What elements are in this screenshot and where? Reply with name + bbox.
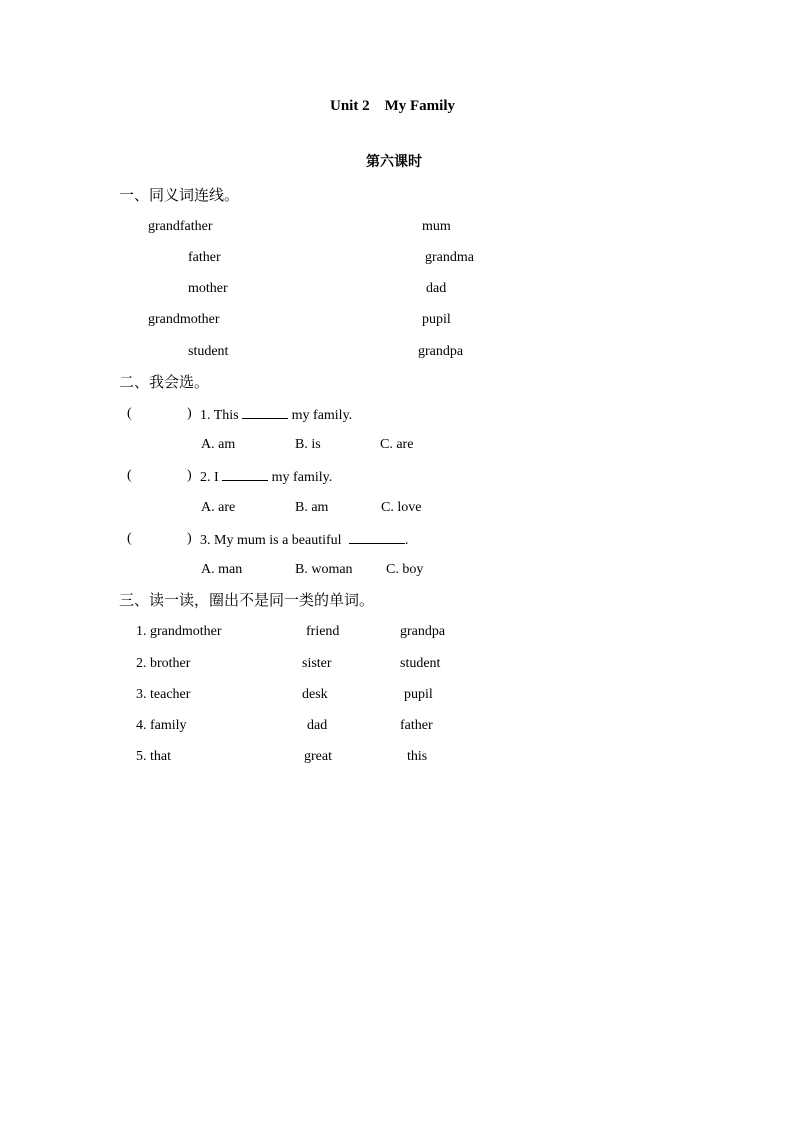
question-text-before: My mum is a beautiful bbox=[214, 533, 342, 548]
answer-paren-open: ( bbox=[127, 468, 132, 483]
word-row-item[interactable]: 1. grandmother bbox=[136, 624, 222, 639]
word-row-item[interactable]: grandpa bbox=[400, 624, 446, 639]
synonym-left-word: father bbox=[188, 250, 221, 265]
option-a[interactable]: A. man bbox=[201, 562, 243, 577]
question-text-after: my family. bbox=[291, 408, 353, 423]
question-text-before: I bbox=[214, 470, 219, 485]
synonym-left-word: grandmother bbox=[148, 312, 220, 327]
option-c[interactable]: C. love bbox=[381, 500, 422, 515]
section3-heading: 三、读一读，圈出不是同一类的单词。 bbox=[119, 591, 375, 609]
answer-paren-close: ) bbox=[187, 531, 192, 546]
option-b[interactable]: B. is bbox=[295, 437, 321, 452]
question-1 bbox=[200, 406, 352, 424]
option-b[interactable]: B. am bbox=[295, 500, 329, 515]
synonym-right-word: mum bbox=[422, 219, 451, 234]
word-row-item[interactable]: sister bbox=[302, 656, 332, 671]
answer-paren-open: ( bbox=[127, 531, 132, 546]
synonym-right-word: grandpa bbox=[418, 344, 464, 359]
word-row-item[interactable]: desk bbox=[302, 687, 328, 702]
question-number: 2. bbox=[200, 470, 211, 485]
question-2 bbox=[200, 468, 332, 486]
word-row-item[interactable]: 2. brother bbox=[136, 656, 191, 671]
option-a[interactable]: A. are bbox=[201, 500, 236, 515]
answer-paren-close: ) bbox=[187, 468, 192, 483]
word-row-item[interactable]: 3. teacher bbox=[136, 687, 191, 702]
word-row-item[interactable]: great bbox=[304, 749, 332, 764]
synonym-right-word: dad bbox=[426, 281, 447, 296]
question-text-after: . bbox=[405, 533, 409, 548]
option-b[interactable]: B. woman bbox=[295, 562, 353, 577]
lesson-subtitle: 第六课时 bbox=[366, 154, 422, 170]
question-text-after: my family. bbox=[271, 470, 333, 485]
answer-paren-close: ) bbox=[187, 406, 192, 421]
synonym-left-word: mother bbox=[188, 281, 228, 296]
page-title: Unit 2 My Family bbox=[330, 98, 455, 114]
option-a[interactable]: A. am bbox=[201, 437, 236, 452]
section2-heading: 二、我会选。 bbox=[119, 373, 210, 391]
answer-blank[interactable] bbox=[349, 531, 405, 544]
question-number: 3. bbox=[200, 533, 211, 548]
question-number: 1. bbox=[200, 408, 211, 423]
section1-heading: 一、同义词连线。 bbox=[119, 186, 240, 204]
answer-blank[interactable] bbox=[222, 468, 268, 481]
question-3 bbox=[200, 531, 409, 549]
answer-blank[interactable] bbox=[242, 406, 288, 419]
word-row-item[interactable]: pupil bbox=[404, 687, 433, 702]
answer-paren-open: ( bbox=[127, 406, 132, 421]
word-row-item[interactable]: this bbox=[407, 749, 428, 764]
word-row-item[interactable]: 4. family bbox=[136, 718, 187, 733]
synonym-left-word: student bbox=[188, 344, 229, 359]
word-row-item[interactable]: 5. that bbox=[136, 749, 171, 764]
synonym-left-word: grandfather bbox=[148, 219, 213, 234]
option-c[interactable]: C. boy bbox=[386, 562, 424, 577]
word-row-item[interactable]: student bbox=[400, 656, 441, 671]
word-row-item[interactable]: father bbox=[400, 718, 433, 733]
word-row-item[interactable]: dad bbox=[307, 718, 328, 733]
option-c[interactable]: C. are bbox=[380, 437, 414, 452]
question-text-before: This bbox=[213, 408, 239, 423]
synonym-right-word: pupil bbox=[422, 312, 451, 327]
word-row-item[interactable]: friend bbox=[306, 624, 340, 639]
synonym-right-word: grandma bbox=[425, 250, 474, 265]
